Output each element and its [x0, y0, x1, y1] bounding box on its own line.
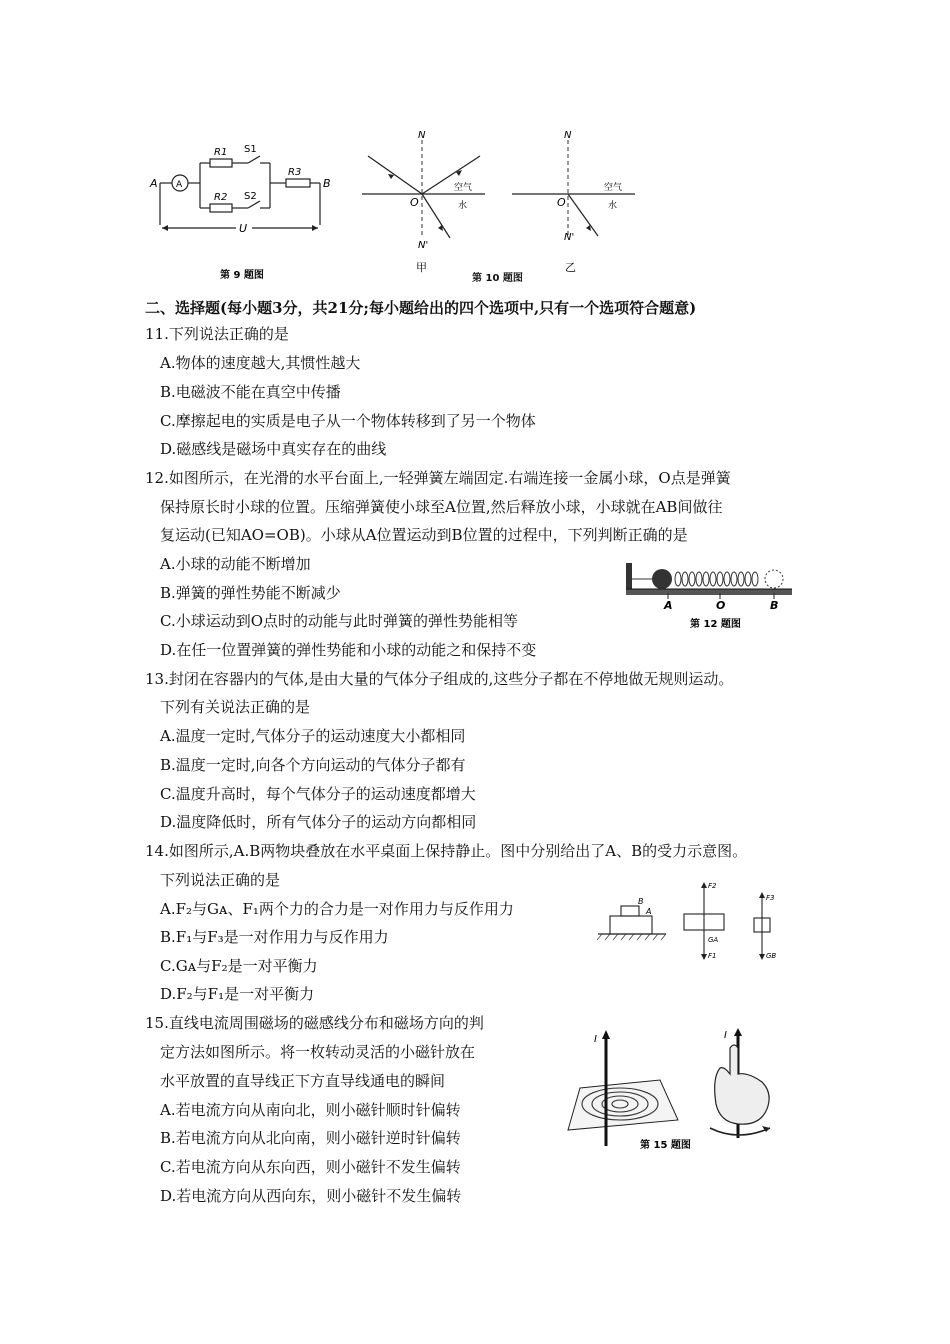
fig14-label-f3: F3	[766, 894, 775, 902]
fig14-label-ga: GA	[708, 936, 719, 944]
fig14-label-f1: F1	[708, 952, 717, 960]
fig14-label-b: B	[638, 897, 644, 906]
fig9-label-r2: R2	[214, 192, 228, 203]
fig10-caption: 第 10 题图	[472, 273, 523, 284]
fig10-jia-o: O	[410, 196, 419, 209]
fig9-label-s2: S2	[244, 191, 257, 202]
q14-option-c: C.Gᴀ与F₂是一对平衡力	[160, 957, 318, 975]
q13-option-a: A.温度一定时,气体分子的运动速度大小都相同	[160, 727, 466, 745]
fig12-label-o: O	[716, 599, 726, 612]
fig14-label-f2: F2	[708, 882, 717, 890]
q12-option-a: A.小球的动能不断增加	[160, 555, 311, 573]
q11-option-a: A.物体的速度越大,其惯性越大	[160, 354, 361, 372]
q12-stem-line2: 保持原长时小球的位置。压缩弹簧使小球至A位置,然后释放小球，小球就在AB间做往	[160, 498, 723, 516]
fig10-yi-n-prime: N'	[564, 232, 575, 243]
fig9-ammeter-label: A	[176, 180, 183, 190]
fig10-yi-air: 空气	[604, 183, 623, 193]
fig12-label-a: A	[664, 599, 673, 612]
q14-option-a: A.F₂与Gᴀ、F₁两个力的合力是一对作用力与反作用力	[160, 900, 514, 918]
q15-option-d: D.若电流方向从西向东，则小磁针不发生偏转	[160, 1187, 462, 1205]
fig15-current-label-right: I	[724, 1030, 727, 1041]
q12-option-b: B.弹簧的弹性势能不断减少	[160, 584, 341, 602]
q13-stem-line1: 13.封闭在容器内的气体,是由大量的气体分子组成的,这些分子都在不停地做无规则运动。	[145, 670, 734, 688]
q15-option-a: A.若电流方向从南向北，则小磁针顺时针偏转	[160, 1101, 461, 1119]
fig9-label-u: U	[239, 222, 248, 235]
fig10-jia-water: 水	[458, 201, 468, 211]
fig9-caption: 第 9 题图	[220, 270, 264, 281]
q12-stem-line3: 复运动(已知AO=OB)。小球从A位置运动到B位置的过程中，下列判断正确的是	[160, 526, 688, 544]
q13-option-d: D.温度降低时，所有气体分子的运动方向都相同	[160, 813, 477, 831]
fig9-label-s1: S1	[244, 144, 257, 155]
q15-stem-line3: 水平放置的直导线正下方直导线通电的瞬间	[160, 1072, 446, 1090]
fig10-yi-o: O	[557, 196, 566, 209]
fig12-caption: 第 12 题图	[690, 619, 741, 630]
right-hand-icon	[710, 1028, 770, 1138]
q11-option-b: B.电磁波不能在真空中传播	[160, 383, 341, 401]
fig10-jia-air: 空气	[454, 183, 473, 193]
fig10-jia-n: N	[418, 130, 426, 141]
fig15-current-label-left: I	[594, 1034, 597, 1045]
q15-option-b: B.若电流方向从北向南，则小磁针逆时针偏转	[160, 1129, 461, 1147]
fig14-label-gb: GB	[766, 952, 777, 960]
fig10-jia-label: 甲	[416, 261, 427, 274]
section-title: 二、选择题(每小题3分，共21分;每小题给出的四个选项中,只有一个选项符合题意)	[145, 299, 697, 317]
q11-option-c: C.摩擦起电的实质是电子从一个物体转移到了另一个物体	[160, 412, 536, 430]
q14-option-b: B.F₁与F₃是一对作用力与反作用力	[160, 928, 389, 946]
q14-stem-line1: 14.如图所示,A.B两物块叠放在水平桌面上保持静止。图中分别给出了A、B的受力示意图。	[145, 842, 748, 860]
q15-stem-line2: 定方法如图所示。将一枚转动灵活的小磁针放在	[160, 1043, 476, 1061]
figure-9-circuit	[148, 128, 338, 283]
figure-10-yi	[510, 128, 640, 278]
q11-option-d: D.磁感线是磁场中真实存在的曲线	[160, 440, 387, 458]
fig9-label-r1: R1	[214, 147, 228, 158]
figure-14-forces	[596, 878, 796, 968]
fig9-label-a: A	[150, 177, 158, 190]
fig10-yi-water: 水	[608, 201, 618, 211]
fig12-label-b: B	[770, 599, 779, 612]
q12-option-c: C.小球运动到O点时的动能与此时弹簧的弹性势能相等	[160, 612, 519, 630]
q14-option-d: D.F₂与F₁是一对平衡力	[160, 985, 315, 1003]
q13-stem-line2: 下列有关说法正确的是	[160, 698, 311, 716]
q13-option-c: C.温度升高时，每个气体分子的运动速度都增大	[160, 785, 476, 803]
q15-option-c: C.若电流方向从东向西，则小磁针不发生偏转	[160, 1158, 461, 1176]
q15-stem-line1: 15.直线电流周围磁场的磁感线分布和磁场方向的判	[145, 1014, 484, 1032]
fig14-label-a: A	[646, 907, 652, 916]
fig9-label-r3: R3	[288, 167, 302, 178]
q12-option-d: D.在任一位置弹簧的弹性势能和小球的动能之和保持不变	[160, 641, 537, 659]
fig10-yi-label: 乙	[565, 261, 576, 274]
figure-12-spring	[622, 555, 797, 635]
q12-stem-line1: 12.如图所示，在光滑的水平台面上,一轻弹簧左端固定.右端连接一金属小球，O点是弹簧	[145, 469, 731, 487]
q13-option-b: B.温度一定时,向各个方向运动的气体分子都有	[160, 756, 466, 774]
fig15-caption: 第 15 题图	[640, 1140, 691, 1151]
figure-15-magnetic-field	[560, 1028, 800, 1158]
figure-10-jia	[360, 128, 490, 278]
fig9-label-b: B	[323, 177, 331, 190]
q14-stem-line2: 下列说法正确的是	[160, 871, 281, 889]
fig10-jia-n-prime: N'	[418, 240, 429, 251]
fig10-yi-n: N	[564, 130, 572, 141]
q11-stem: 11.下列说法正确的是	[145, 325, 289, 343]
